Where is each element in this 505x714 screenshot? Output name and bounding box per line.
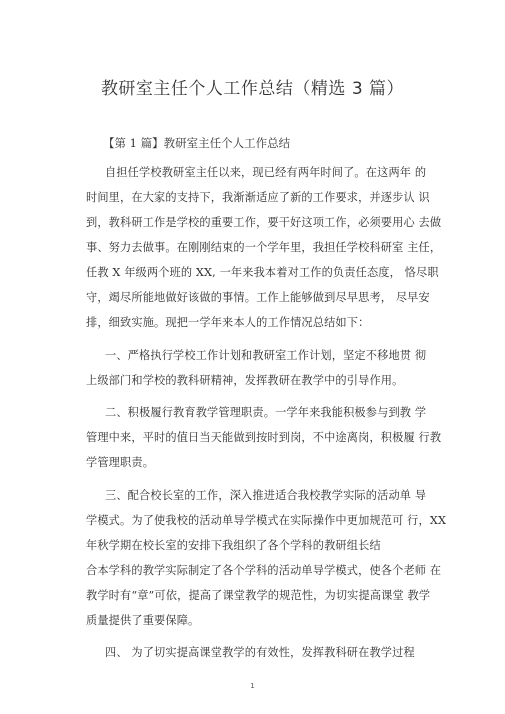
paragraph-line: 合本学科的教学实际制定了各个学科的活动单导学模式，使各个老师 在 bbox=[86, 564, 442, 577]
paragraph-line: 任教 X 年级两个班的 XX, 一年来我本着对工作的负责任态度， 恪尽职 bbox=[86, 266, 439, 279]
paragraph-line: 三、配合校长室的工作，深入推进适合我校教学实际的活动单 导 bbox=[105, 489, 427, 502]
paragraph-line: 时间里，在大家的支持下，我渐渐适应了新的工作要求，并逐步认 识 bbox=[86, 191, 430, 204]
paragraph-line: 自担任学校教研室主任以来，现已经有两年时间了。在这两年 的 bbox=[105, 166, 427, 179]
page-number: 1 bbox=[250, 682, 255, 690]
paragraph-line: 质量提供了重要保障。 bbox=[86, 614, 200, 627]
document-title: 教研室主任个人工作总结（精选 3 篇） bbox=[100, 79, 405, 99]
paragraph-line: 守，竭尽所能地做好该做的事情。工作上能够做到尽早思考， 尽早安 bbox=[86, 291, 430, 304]
paragraph-line: 学管理职责。 bbox=[86, 456, 155, 469]
paragraph-line: 上级部门和学校的教科研精神，发挥教研在教学中的引导作用。 bbox=[86, 374, 404, 387]
paragraph-line: 管理中来，平时的值日当天能做到按时到岗，不中途离岗，积极履 行教 bbox=[86, 431, 442, 444]
paragraph-line: 年秋学期在校长室的安排下我组织了各个学科的教研组长结 bbox=[86, 539, 381, 552]
paragraph-line: 二、积极履行教育教学管理职责。一学年来我能积极参与到教 学 bbox=[105, 406, 427, 419]
paragraph-line: 学模式。为了使我校的活动单导学模式在实际操作中更加规范可 行，XX bbox=[86, 514, 447, 527]
paragraph-line: 教学时有“章”可依，提高了课堂教学的规范性，为切实提高课堂 教学 bbox=[86, 589, 431, 602]
paragraph-line: 排，细致实施。现把一学年来本人的工作情况总结如下： bbox=[86, 316, 370, 329]
paragraph-line: 到，教科研工作是学校的重要工作，要干好这项工作，必须要用心 去做 bbox=[86, 216, 442, 229]
paragraph-line: 四、 为了切实提高课堂教学的有效性，发挥教科研在教学过程 bbox=[105, 646, 415, 659]
paragraph-line: 一、严格执行学校工作计划和教研室工作计划，坚定不移地贯 彻 bbox=[105, 349, 427, 362]
section-heading: 【第 1 篇】教研室主任个人工作总结 bbox=[103, 136, 291, 150]
paragraph-line: 事、努力去做事。在刚刚结束的一个学年里，我担任学校科研室 主任， bbox=[86, 241, 442, 254]
